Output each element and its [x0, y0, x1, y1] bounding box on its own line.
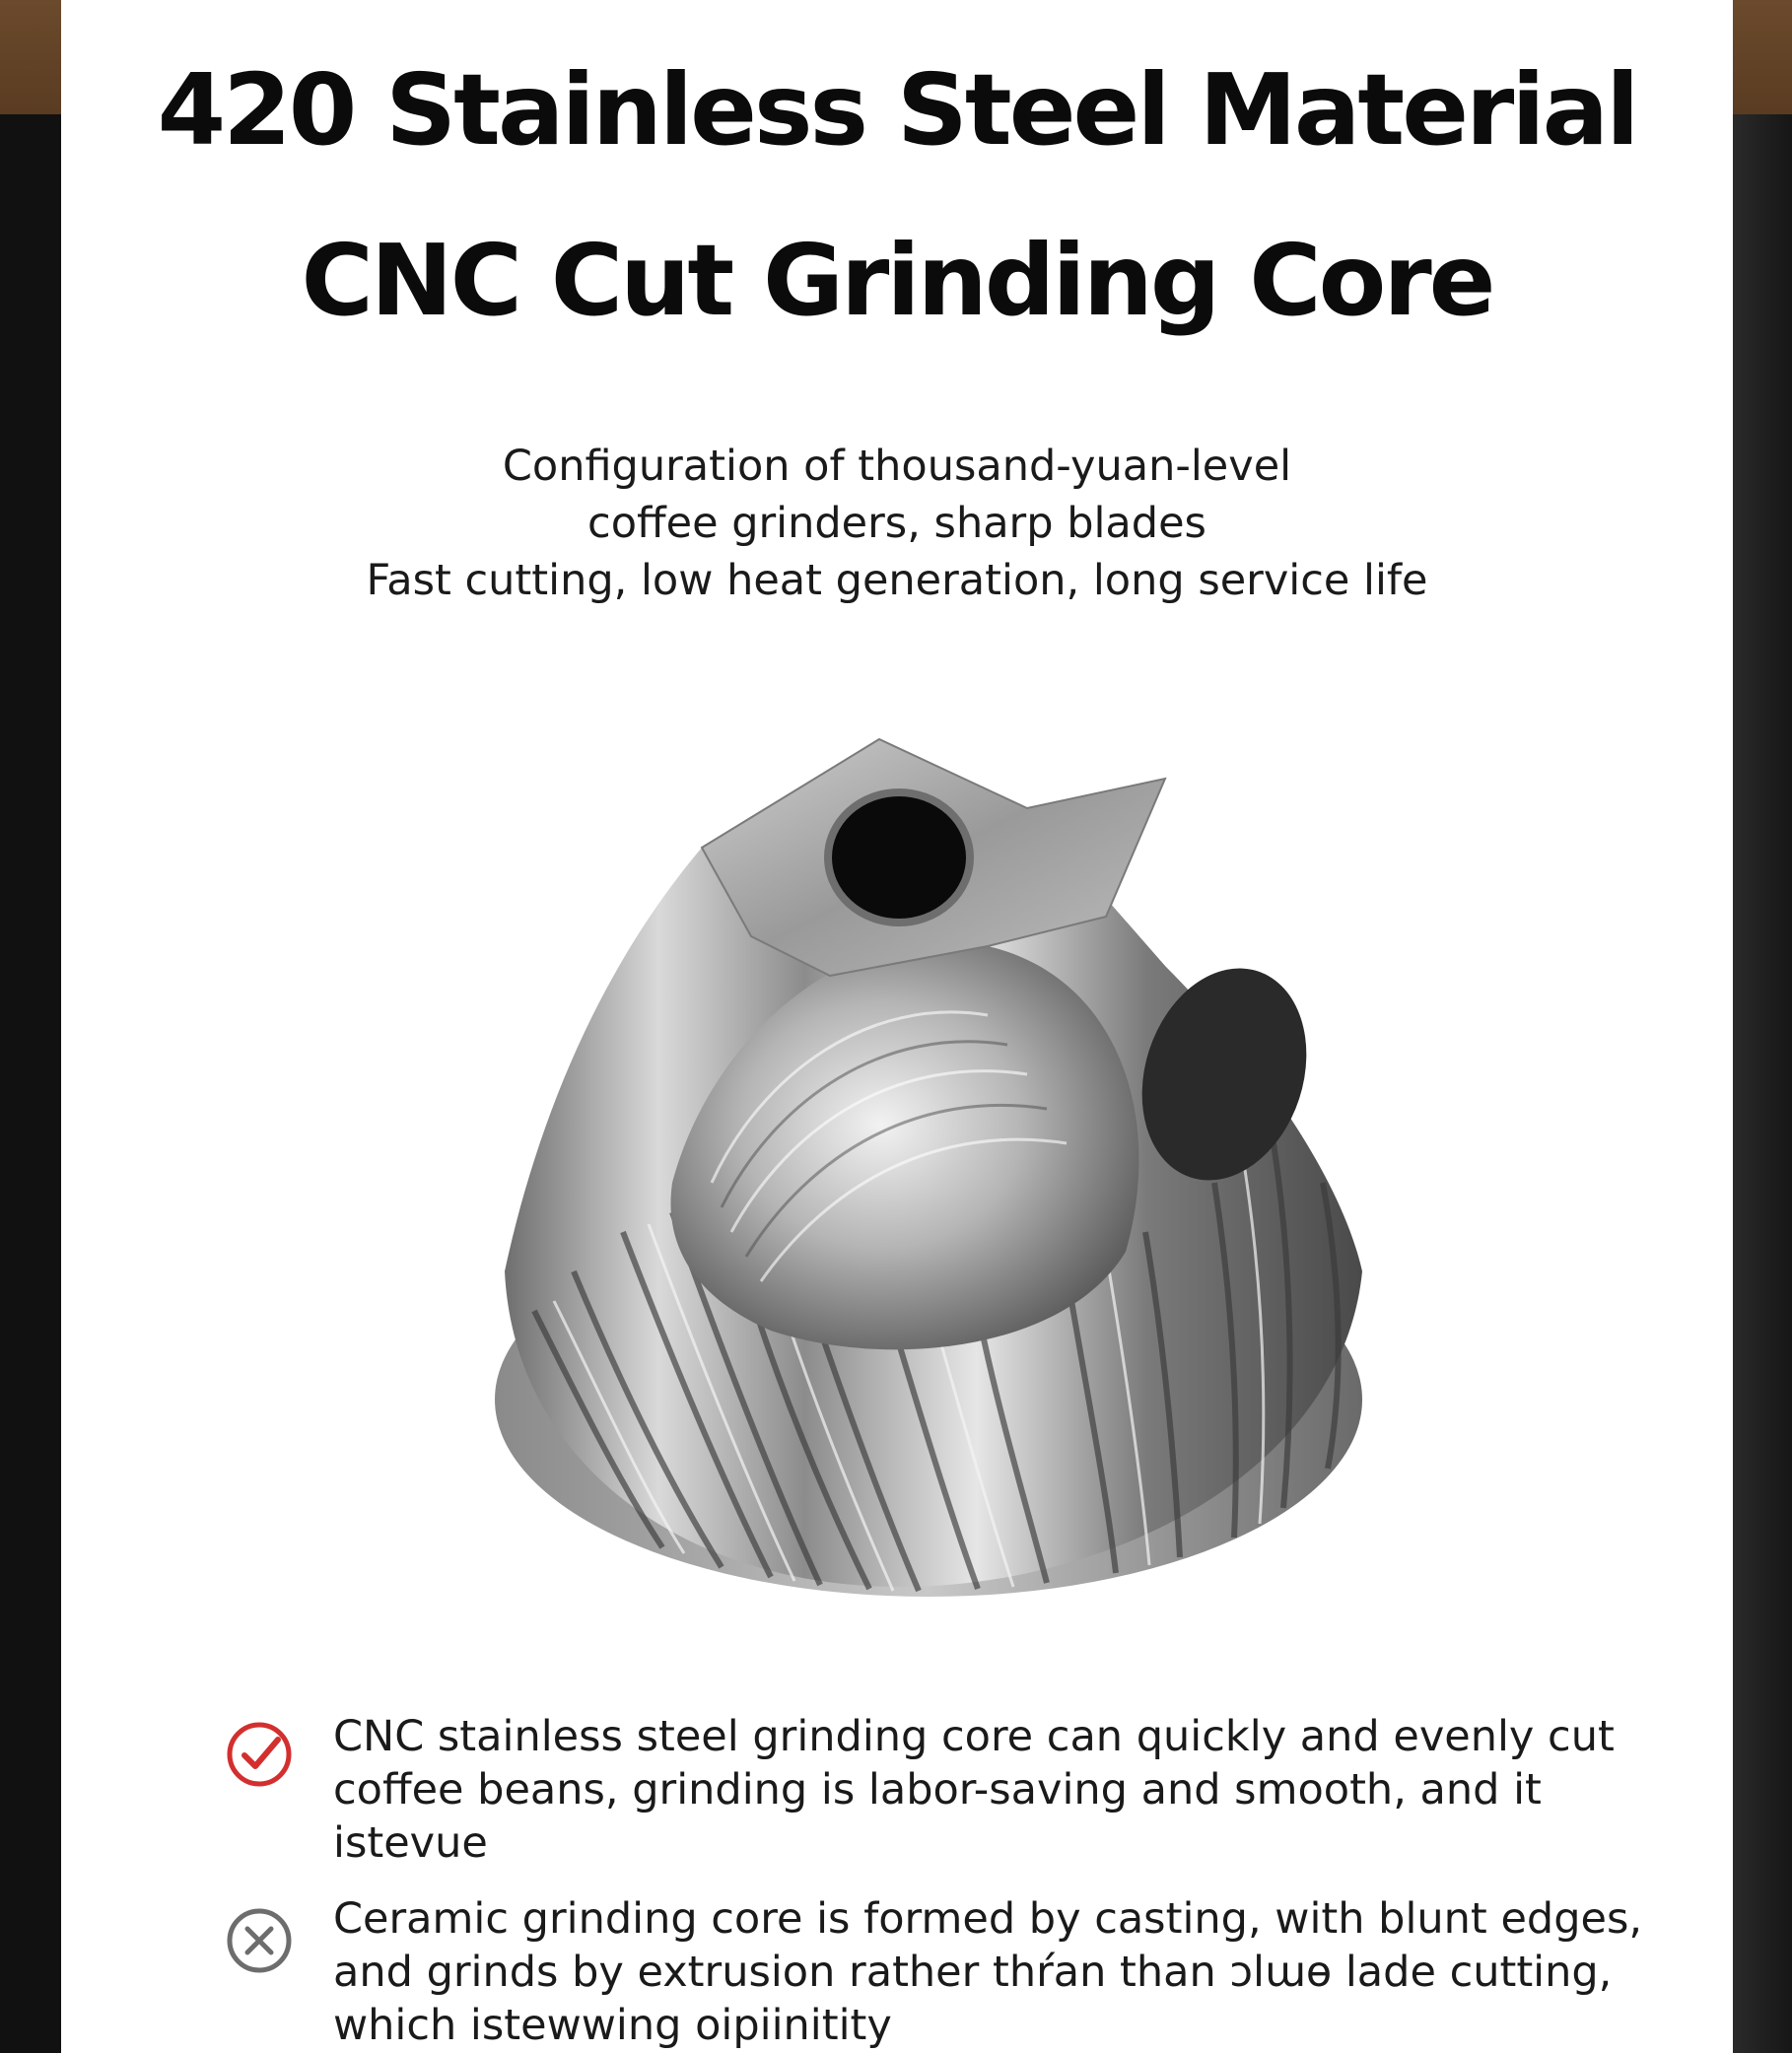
feature-text: Ceramic grinding core is formed by casting, with blunt edges, and grinds by extrusion rather thŕan than ɔlɯɵ lade cutting, which istewwing oipiinitity [333, 1894, 1643, 2050]
check-circle-icon [225, 1720, 294, 1789]
headline-line-1: 420 Stainless Steel Material [157, 52, 1637, 168]
subheading-line-2: coffee grinders, sharp blades [587, 499, 1206, 548]
burr-center-hole [828, 792, 970, 923]
frame-left-border [0, 114, 61, 2053]
grinding-burr-illustration [475, 719, 1402, 1607]
subheading-line-3: Fast cutting, low heat generation, long service life [366, 556, 1428, 605]
subheading-line-1: Configuration of thousand-yuan-level [502, 442, 1292, 491]
grinding-burr-image [475, 719, 1402, 1607]
x-circle-icon [225, 1906, 294, 1975]
frame-right-border [1733, 114, 1792, 2053]
feature-text: CNC stainless steel grinding core can quickly and evenly cut coffee beans, grinding is labor-saving and smooth, and it istevue [333, 1712, 1615, 1868]
frame-top-right-strip [1731, 0, 1792, 114]
headline-line-2: CNC Cut Grinding Core [301, 223, 1493, 338]
product-info-panel [61, 0, 1733, 2053]
frame-top-left-strip [0, 0, 61, 114]
